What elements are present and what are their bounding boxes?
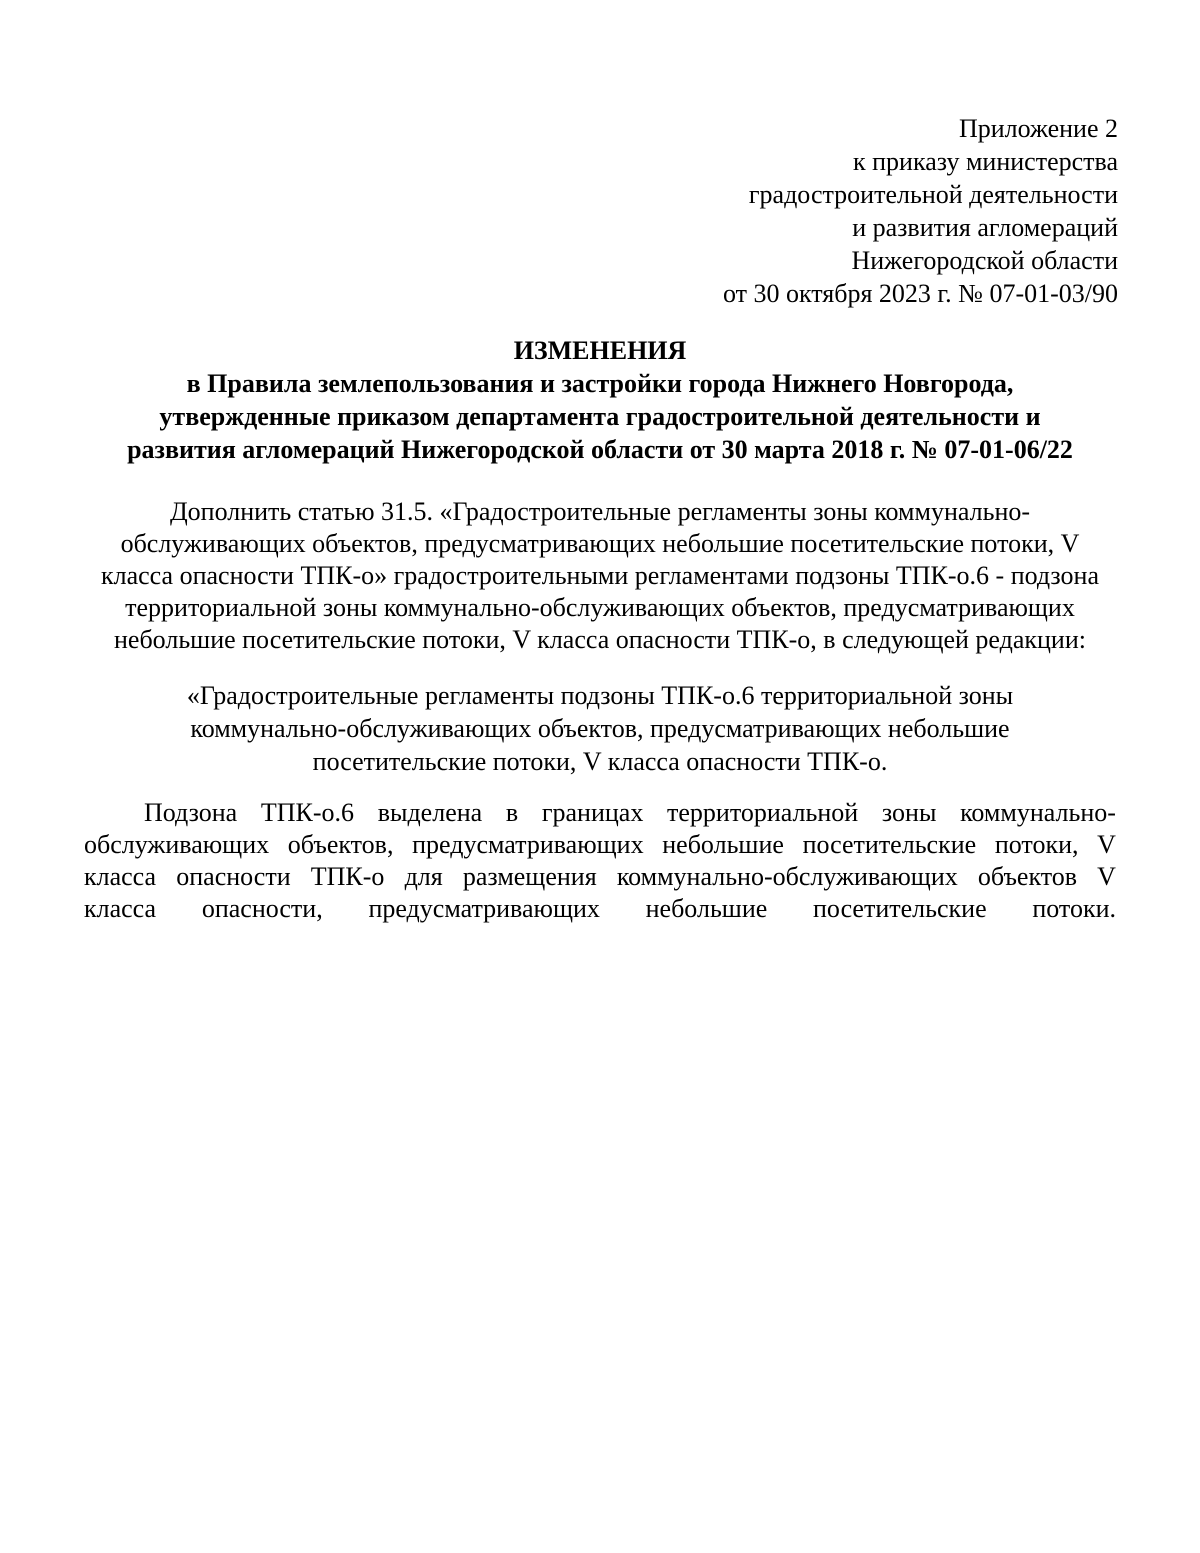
body-word: предусматривающих (368, 894, 600, 923)
document-title (80, 334, 1120, 466)
body-word: выделена (377, 798, 483, 827)
body-line (84, 861, 1116, 893)
body-word: обслуживающих (84, 830, 270, 859)
body-word: класса (84, 862, 157, 891)
title-heading: ИЗМЕНЕНИЯ (513, 336, 687, 365)
body-paragraph (84, 797, 1116, 925)
appendix-line: к приказу министерства (853, 147, 1118, 176)
quoted-heading (130, 679, 1070, 778)
body-line (84, 893, 1116, 925)
appendix-reference (558, 112, 1118, 310)
appendix-line: Нижегородской области (851, 246, 1118, 275)
body-word: коммунально-обслуживающих (616, 862, 958, 891)
intro-line: обслуживающих объектов, предусматривающих небольшие посетительские потоки, V (120, 529, 1080, 558)
body-word: потоки, (994, 830, 1079, 859)
body-word: потоки. (1032, 894, 1116, 923)
body-word: предусматривающих (412, 830, 644, 859)
body-word: Подзона (144, 798, 238, 827)
body-word: ТПК-о.6 (260, 798, 355, 827)
quote-line: посетительские потоки, V класса опасности ТПК-о. (312, 747, 888, 776)
appendix-line: от 30 октября 2023 г. № 07-01-03/90 (722, 279, 1118, 308)
body-line (84, 829, 1116, 861)
title-subtitle (80, 367, 1120, 466)
subtitle-line: развития агломераций Нижегородской области от 30 марта 2018 г. № 07-01-06/22 (127, 435, 1073, 464)
subtitle-line: в Правила землепользования и застройки города Нижнего Новгорода, (186, 369, 1014, 398)
intro-line: территориальной зоны коммунально-обслуживающих объектов, предусматривающих (125, 593, 1075, 622)
intro-line: небольшие посетительские потоки, V класса опасности ТПК-о, в следующей редакции: (114, 625, 1086, 654)
body-word: размещения (462, 862, 597, 891)
quote-line: «Градостроительные регламенты подзоны ТПК-о.6 территориальной зоны (186, 681, 1014, 710)
body-word: границах (541, 798, 644, 827)
body-word: коммунально- (960, 798, 1116, 827)
body-line (84, 797, 1116, 829)
body-word: ТПК-о (310, 862, 385, 891)
body-word: небольшие (645, 894, 768, 923)
body-word: зоны (881, 798, 937, 827)
appendix-line: и развития агломераций (852, 213, 1118, 242)
body-word: опасности (176, 862, 291, 891)
body-word: посетительские (813, 894, 987, 923)
body-word: объектов (977, 862, 1078, 891)
intro-line: Дополнить статью 31.5. «Градостроительные регламенты зоны коммунально- (169, 497, 1031, 526)
intro-line: класса опасности ТПК-о» градостроительными регламентами подзоны ТПК-о.6 - подзона (100, 561, 1100, 590)
body-word: посетительские (802, 830, 977, 859)
body-word: V (1097, 830, 1116, 859)
body-word: V (1097, 862, 1116, 891)
body-word: объектов, (287, 830, 394, 859)
intro-paragraph (84, 496, 1116, 656)
appendix-line: Приложение 2 (958, 114, 1118, 143)
quote-line: коммунально-обслуживающих объектов, предусматривающих небольшие (190, 714, 1010, 743)
subtitle-line: утвержденные приказом департамента градостроительной деятельности и (159, 402, 1041, 431)
body-word: небольшие (662, 830, 784, 859)
body-word: для (404, 862, 443, 891)
body-word: класса (84, 894, 157, 923)
appendix-line: градостроительной деятельности (748, 180, 1118, 209)
body-word: опасности, (201, 894, 323, 923)
body-word: территориальной (667, 798, 859, 827)
body-word: в (505, 798, 519, 827)
